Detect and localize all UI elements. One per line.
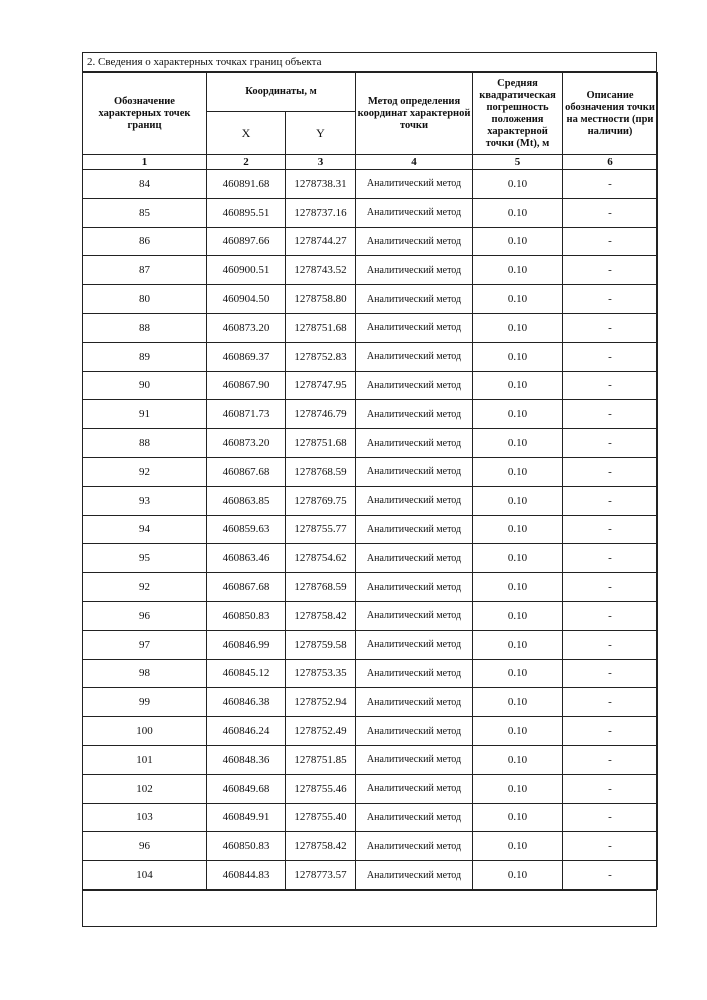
- method-cell: Аналитический метод: [356, 227, 473, 256]
- x-coordinate-cell: 460867.68: [207, 457, 286, 486]
- method-cell: Аналитический метод: [356, 573, 473, 602]
- point-number-cell: 96: [83, 832, 207, 861]
- description-cell: -: [563, 313, 658, 342]
- mean-error-cell: 0.10: [473, 544, 563, 573]
- y-coordinate-cell: 1278751.68: [286, 313, 356, 342]
- x-coordinate-cell: 460873.20: [207, 313, 286, 342]
- method-cell: Аналитический метод: [356, 313, 473, 342]
- mean-error-cell: 0.10: [473, 170, 563, 199]
- description-cell: -: [563, 227, 658, 256]
- description-cell: -: [563, 371, 658, 400]
- point-number-cell: 98: [83, 659, 207, 688]
- table-row: [83, 400, 658, 429]
- method-cell: Аналитический метод: [356, 400, 473, 429]
- method-cell: Аналитический метод: [356, 515, 473, 544]
- col-number-4: 4: [356, 155, 473, 170]
- table-row: [83, 515, 658, 544]
- header-description: Описание обозначения точки на местности (при наличии): [563, 73, 658, 155]
- document-sheet: [82, 52, 657, 927]
- method-cell: Аналитический метод: [356, 170, 473, 199]
- table-row: [83, 285, 658, 314]
- table-row: [83, 774, 658, 803]
- point-number-cell: 101: [83, 745, 207, 774]
- y-coordinate-cell: 1278768.59: [286, 457, 356, 486]
- description-cell: -: [563, 486, 658, 515]
- mean-error-cell: 0.10: [473, 803, 563, 832]
- x-coordinate-cell: 460850.83: [207, 832, 286, 861]
- mean-error-cell: 0.10: [473, 285, 563, 314]
- x-coordinate-cell: 460849.91: [207, 803, 286, 832]
- point-number-cell: 96: [83, 601, 207, 630]
- y-coordinate-cell: 1278755.46: [286, 774, 356, 803]
- point-number-cell: 91: [83, 400, 207, 429]
- y-coordinate-cell: 1278758.42: [286, 832, 356, 861]
- header-coordinates: Координаты, м: [207, 73, 356, 112]
- x-coordinate-cell: 460897.66: [207, 227, 286, 256]
- x-coordinate-cell: 460869.37: [207, 342, 286, 371]
- table-row: [83, 256, 658, 285]
- method-cell: Аналитический метод: [356, 745, 473, 774]
- method-cell: Аналитический метод: [356, 688, 473, 717]
- point-number-cell: 88: [83, 429, 207, 458]
- mean-error-cell: 0.10: [473, 659, 563, 688]
- boundary-points-table: [82, 72, 658, 890]
- mean-error-cell: 0.10: [473, 717, 563, 746]
- description-cell: -: [563, 832, 658, 861]
- point-number-cell: 100: [83, 717, 207, 746]
- y-coordinate-cell: 1278746.79: [286, 400, 356, 429]
- y-coordinate-cell: 1278755.40: [286, 803, 356, 832]
- point-number-cell: 89: [83, 342, 207, 371]
- method-cell: Аналитический метод: [356, 457, 473, 486]
- description-cell: -: [563, 573, 658, 602]
- mean-error-cell: 0.10: [473, 400, 563, 429]
- method-cell: Аналитический метод: [356, 285, 473, 314]
- x-coordinate-cell: 460867.90: [207, 371, 286, 400]
- method-cell: Аналитический метод: [356, 342, 473, 371]
- method-cell: Аналитический метод: [356, 861, 473, 890]
- description-cell: -: [563, 198, 658, 227]
- description-cell: -: [563, 544, 658, 573]
- method-cell: Аналитический метод: [356, 803, 473, 832]
- mean-error-cell: 0.10: [473, 227, 563, 256]
- x-coordinate-cell: 460863.46: [207, 544, 286, 573]
- description-cell: -: [563, 861, 658, 890]
- point-number-cell: 90: [83, 371, 207, 400]
- table-row: [83, 313, 658, 342]
- description-cell: -: [563, 803, 658, 832]
- header-mean-error: Средняя квадратическая погрешность положения характерной точки (Mt), м: [473, 73, 563, 155]
- col-number-6: 6: [563, 155, 658, 170]
- point-number-cell: 92: [83, 573, 207, 602]
- method-cell: Аналитический метод: [356, 544, 473, 573]
- point-number-cell: 87: [83, 256, 207, 285]
- mean-error-cell: 0.10: [473, 601, 563, 630]
- y-coordinate-cell: 1278753.35: [286, 659, 356, 688]
- table-row: [83, 198, 658, 227]
- table-row: [83, 832, 658, 861]
- point-number-cell: 85: [83, 198, 207, 227]
- method-cell: Аналитический метод: [356, 429, 473, 458]
- mean-error-cell: 0.10: [473, 774, 563, 803]
- y-coordinate-cell: 1278755.77: [286, 515, 356, 544]
- description-cell: -: [563, 256, 658, 285]
- y-coordinate-cell: 1278768.59: [286, 573, 356, 602]
- table-row: [83, 544, 658, 573]
- mean-error-cell: 0.10: [473, 198, 563, 227]
- x-coordinate-cell: 460846.38: [207, 688, 286, 717]
- y-coordinate-cell: 1278754.62: [286, 544, 356, 573]
- x-coordinate-cell: 460863.85: [207, 486, 286, 515]
- point-number-cell: 84: [83, 170, 207, 199]
- mean-error-cell: 0.10: [473, 688, 563, 717]
- method-cell: Аналитический метод: [356, 486, 473, 515]
- col-number-1: 1: [83, 155, 207, 170]
- y-coordinate-cell: 1278738.31: [286, 170, 356, 199]
- x-coordinate-cell: 460891.68: [207, 170, 286, 199]
- description-cell: -: [563, 659, 658, 688]
- mean-error-cell: 0.10: [473, 371, 563, 400]
- table-row: [83, 170, 658, 199]
- y-coordinate-cell: 1278752.83: [286, 342, 356, 371]
- method-cell: Аналитический метод: [356, 630, 473, 659]
- point-number-cell: 104: [83, 861, 207, 890]
- point-number-cell: 88: [83, 313, 207, 342]
- y-coordinate-cell: 1278759.58: [286, 630, 356, 659]
- x-coordinate-cell: 460844.83: [207, 861, 286, 890]
- mean-error-cell: 0.10: [473, 630, 563, 659]
- point-number-cell: 103: [83, 803, 207, 832]
- mean-error-cell: 0.10: [473, 745, 563, 774]
- method-cell: Аналитический метод: [356, 832, 473, 861]
- point-number-cell: 94: [83, 515, 207, 544]
- section-title: 2. Сведения о характерных точках границ объекта: [83, 53, 656, 72]
- method-cell: Аналитический метод: [356, 256, 473, 285]
- x-coordinate-cell: 460904.50: [207, 285, 286, 314]
- table-row: [83, 227, 658, 256]
- mean-error-cell: 0.10: [473, 573, 563, 602]
- x-coordinate-cell: 460849.68: [207, 774, 286, 803]
- description-cell: -: [563, 429, 658, 458]
- table-row: [83, 803, 658, 832]
- mean-error-cell: 0.10: [473, 313, 563, 342]
- table-row: [83, 573, 658, 602]
- point-number-cell: 99: [83, 688, 207, 717]
- method-cell: Аналитический метод: [356, 717, 473, 746]
- method-cell: Аналитический метод: [356, 198, 473, 227]
- description-cell: -: [563, 601, 658, 630]
- table-row: [83, 717, 658, 746]
- y-coordinate-cell: 1278744.27: [286, 227, 356, 256]
- table-row: [83, 457, 658, 486]
- x-coordinate-cell: 460845.12: [207, 659, 286, 688]
- point-number-cell: 97: [83, 630, 207, 659]
- col-number-3: 3: [286, 155, 356, 170]
- description-cell: -: [563, 342, 658, 371]
- y-coordinate-cell: 1278737.16: [286, 198, 356, 227]
- point-number-cell: 102: [83, 774, 207, 803]
- x-coordinate-cell: 460900.51: [207, 256, 286, 285]
- description-cell: -: [563, 285, 658, 314]
- table-row: [83, 486, 658, 515]
- point-number-cell: 92: [83, 457, 207, 486]
- x-coordinate-cell: 460846.99: [207, 630, 286, 659]
- mean-error-cell: 0.10: [473, 861, 563, 890]
- table-row: [83, 630, 658, 659]
- y-coordinate-cell: 1278743.52: [286, 256, 356, 285]
- x-coordinate-cell: 460848.36: [207, 745, 286, 774]
- mean-error-cell: 0.10: [473, 515, 563, 544]
- header-method: Метод определения координат характерной точки: [356, 73, 473, 155]
- description-cell: -: [563, 457, 658, 486]
- y-coordinate-cell: 1278758.80: [286, 285, 356, 314]
- y-coordinate-cell: 1278773.57: [286, 861, 356, 890]
- table-body: [83, 170, 658, 890]
- point-number-cell: 80: [83, 285, 207, 314]
- x-coordinate-cell: 460873.20: [207, 429, 286, 458]
- description-cell: -: [563, 630, 658, 659]
- x-coordinate-cell: 460846.24: [207, 717, 286, 746]
- y-coordinate-cell: 1278752.94: [286, 688, 356, 717]
- method-cell: Аналитический метод: [356, 774, 473, 803]
- mean-error-cell: 0.10: [473, 832, 563, 861]
- point-number-cell: 95: [83, 544, 207, 573]
- mean-error-cell: 0.10: [473, 429, 563, 458]
- header-y: Y: [286, 112, 356, 155]
- description-cell: -: [563, 170, 658, 199]
- table-row: [83, 371, 658, 400]
- x-coordinate-cell: 460850.83: [207, 601, 286, 630]
- description-cell: -: [563, 688, 658, 717]
- table-row: [83, 342, 658, 371]
- x-coordinate-cell: 460859.63: [207, 515, 286, 544]
- table-row: [83, 429, 658, 458]
- mean-error-cell: 0.10: [473, 342, 563, 371]
- header-point-designation: Обозначение характерных точек границ: [83, 73, 207, 155]
- y-coordinate-cell: 1278758.42: [286, 601, 356, 630]
- table-row: [83, 688, 658, 717]
- method-cell: Аналитический метод: [356, 371, 473, 400]
- description-cell: -: [563, 717, 658, 746]
- y-coordinate-cell: 1278769.75: [286, 486, 356, 515]
- table-row: [83, 601, 658, 630]
- y-coordinate-cell: 1278751.85: [286, 745, 356, 774]
- y-coordinate-cell: 1278747.95: [286, 371, 356, 400]
- x-coordinate-cell: 460867.68: [207, 573, 286, 602]
- x-coordinate-cell: 460895.51: [207, 198, 286, 227]
- col-number-2: 2: [207, 155, 286, 170]
- mean-error-cell: 0.10: [473, 256, 563, 285]
- header-x: X: [207, 112, 286, 155]
- mean-error-cell: 0.10: [473, 457, 563, 486]
- description-cell: -: [563, 745, 658, 774]
- description-cell: -: [563, 774, 658, 803]
- point-number-cell: 86: [83, 227, 207, 256]
- table-footer-space: [83, 890, 656, 911]
- description-cell: -: [563, 515, 658, 544]
- table-row: [83, 745, 658, 774]
- y-coordinate-cell: 1278752.49: [286, 717, 356, 746]
- x-coordinate-cell: 460871.73: [207, 400, 286, 429]
- mean-error-cell: 0.10: [473, 486, 563, 515]
- table-row: [83, 659, 658, 688]
- method-cell: Аналитический метод: [356, 659, 473, 688]
- point-number-cell: 93: [83, 486, 207, 515]
- method-cell: Аналитический метод: [356, 601, 473, 630]
- col-number-5: 5: [473, 155, 563, 170]
- y-coordinate-cell: 1278751.68: [286, 429, 356, 458]
- table-row: [83, 861, 658, 890]
- description-cell: -: [563, 400, 658, 429]
